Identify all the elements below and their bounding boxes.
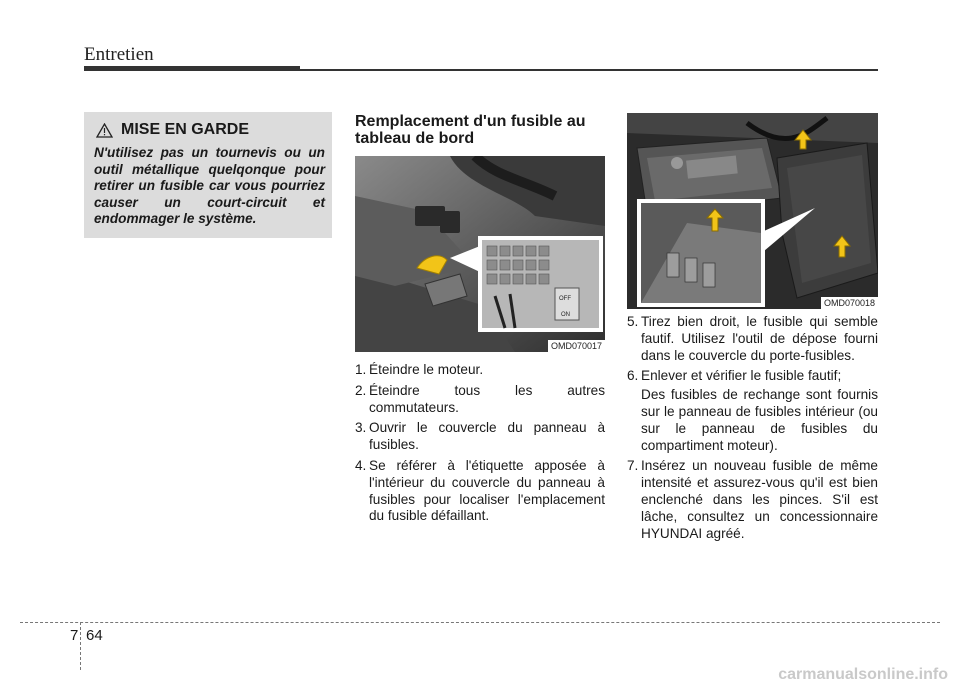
- step-text: Enlever et vérifier le fusible fautif;: [641, 368, 842, 384]
- watermark-text: carmanualsonline.info: [778, 666, 948, 683]
- photo-code: OMD070017: [548, 340, 605, 352]
- step-text: Éteindre tous les autres commutateurs.: [369, 382, 605, 415]
- footer-dashed-rule: [20, 622, 940, 623]
- steps-list-right: [627, 314, 878, 546]
- step-item: [627, 314, 878, 364]
- step-item: [355, 458, 605, 525]
- footer-page-number: 64: [86, 627, 103, 644]
- warning-box: [84, 112, 332, 238]
- warning-title-row: [96, 121, 249, 139]
- section-title: Remplacement d'un fusible au tableau de bord: [355, 113, 586, 147]
- step-number: 2.: [355, 382, 367, 398]
- step-number: 5.: [627, 314, 639, 329]
- step-text: Insérez un nouveau fusible de même intensité et assurez-vous qu'il est bien enclenché dans les pinces. S'il est lâche, consultez un concessionnaire HYUNDAI agréé.: [641, 458, 878, 541]
- step-number: 1.: [355, 362, 367, 377]
- warning-triangle-icon: [96, 123, 113, 138]
- engine-fuse-illustration: [627, 113, 878, 309]
- step-number: 6.: [627, 368, 639, 384]
- fuse-switch-off-label: OFF: [559, 296, 571, 302]
- step-text: Éteindre le moteur.: [369, 362, 484, 377]
- step-subtext: Des fusibles de rechange sont fournis sur le panneau de fusibles intérieur (ou sur le panneau de fusibles du compartiment moteur).: [641, 387, 878, 453]
- step-item: [355, 362, 605, 379]
- step-item: [627, 368, 878, 454]
- photo-code: OMD070018: [821, 297, 878, 309]
- step-number: 3.: [355, 420, 367, 436]
- step-item: [627, 458, 878, 542]
- page-header-title: Entretien: [84, 44, 154, 65]
- step-text: Se référer à l'étiquette apposée à l'intérieur du couvercle du panneau à fusibles pour localiser l'emplacement du fusible défaillant.: [369, 457, 605, 524]
- photo-engine-fuse-box: [627, 113, 878, 309]
- step-number: 7.: [627, 458, 639, 474]
- warning-title: MISE EN GARDE: [121, 121, 250, 138]
- fuse-switch-on-label: ON: [561, 312, 570, 318]
- step-number: 4.: [355, 457, 367, 473]
- step-item: [355, 420, 605, 454]
- footer-dashed-divider: [80, 622, 81, 670]
- step-text: Tirez bien droit, le fusible qui semble fautif. Utilisez l'outil de dépose fourni dans le couvercle du porte-fusibles.: [641, 314, 878, 363]
- step-text: Ouvrir le couvercle du panneau à fusibles.: [369, 420, 605, 453]
- photo-dashboard-fuse-panel: [355, 156, 605, 352]
- header-rule-thin: [300, 69, 878, 71]
- header-rule-thick: [84, 66, 300, 71]
- steps-list-left: [355, 362, 605, 529]
- dashboard-fuse-illustration: [355, 156, 605, 352]
- step-item: [355, 383, 605, 417]
- warning-text: N'utilisez pas un tournevis ou un outil métallique quelqonque pour retirer un fusible car vous pourriez causer un court-circuit et endommager le système.: [94, 145, 325, 226]
- footer-chapter-number: 7: [70, 627, 79, 644]
